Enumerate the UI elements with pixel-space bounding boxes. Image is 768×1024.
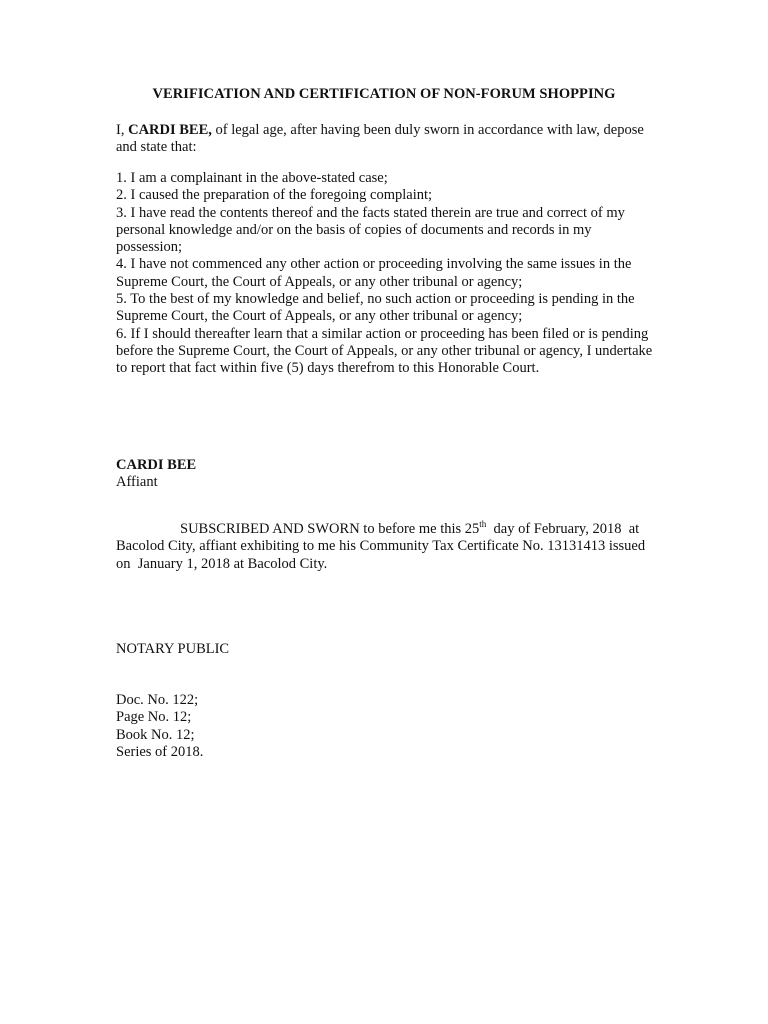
book-no: Book No. 12; (116, 726, 195, 743)
affiant-name: CARDI BEE (116, 457, 197, 473)
affiant-name-inline: CARDI BEE, (128, 122, 212, 138)
statement-item-3: 3. I have read the contents thereof and the facts stated therein are true and correct of my personal knowledge and/or on the basis of copies of documents and records in my possession; (116, 204, 625, 256)
jurat-ordinal-suffix: th (479, 519, 487, 529)
statement-list (116, 170, 656, 378)
statement-item-5: 5. To the best of my knowledge and belief, no such action or proceeding is pending in the Supreme Court, the Court of Appeals, or any other tribunal or agency; (116, 291, 635, 325)
signature-block (116, 457, 656, 492)
intro-prefix: I, (116, 122, 129, 138)
statement-item-1: 1. I am a complainant in the above-stated case; (116, 170, 388, 186)
notarial-register-info (116, 692, 203, 762)
statement-item-6: 6. If I should thereafter learn that a similar action or proceeding has been filed or is pending before the Supreme Court, the Court of Appeals, or any other tribunal or agency, I undertake to report that fact within five (5) days therefrom to this Honorable Court. (116, 325, 653, 377)
statement-item-4: 4. I have not commenced any other action or proceeding involving the same issues in the Supreme Court, the Court of Appeals, or any other tribunal or agency; (116, 256, 632, 290)
intro-paragraph (116, 122, 656, 157)
jurat-part1: SUBSCRIBED AND SWORN to before me this 25 (180, 521, 480, 537)
intro-rest: of legal age, after having been duly sworn in accordance with law, depose and state that: (116, 122, 644, 156)
jurat-part2: day of February, 2018 at Bacolod City, affiant exhibiting to me his Community Tax Certificate No. 13131413 issued on January 1, 2018 at Bacolod City. (116, 521, 649, 572)
document-title: VERIFICATION AND CERTIFICATION OF NON-FORUM SHOPPING (152, 86, 616, 102)
statement-item-2: 2. I caused the preparation of the foregoing complaint; (116, 187, 433, 204)
doc-no: Doc. No. 122; (116, 692, 199, 708)
jurat-paragraph (116, 521, 656, 573)
page-no: Page No. 12; (116, 709, 192, 726)
series: Series of 2018. (116, 744, 204, 761)
affiant-role: Affiant (116, 474, 158, 491)
notary-public-label: NOTARY PUBLIC (116, 641, 230, 657)
